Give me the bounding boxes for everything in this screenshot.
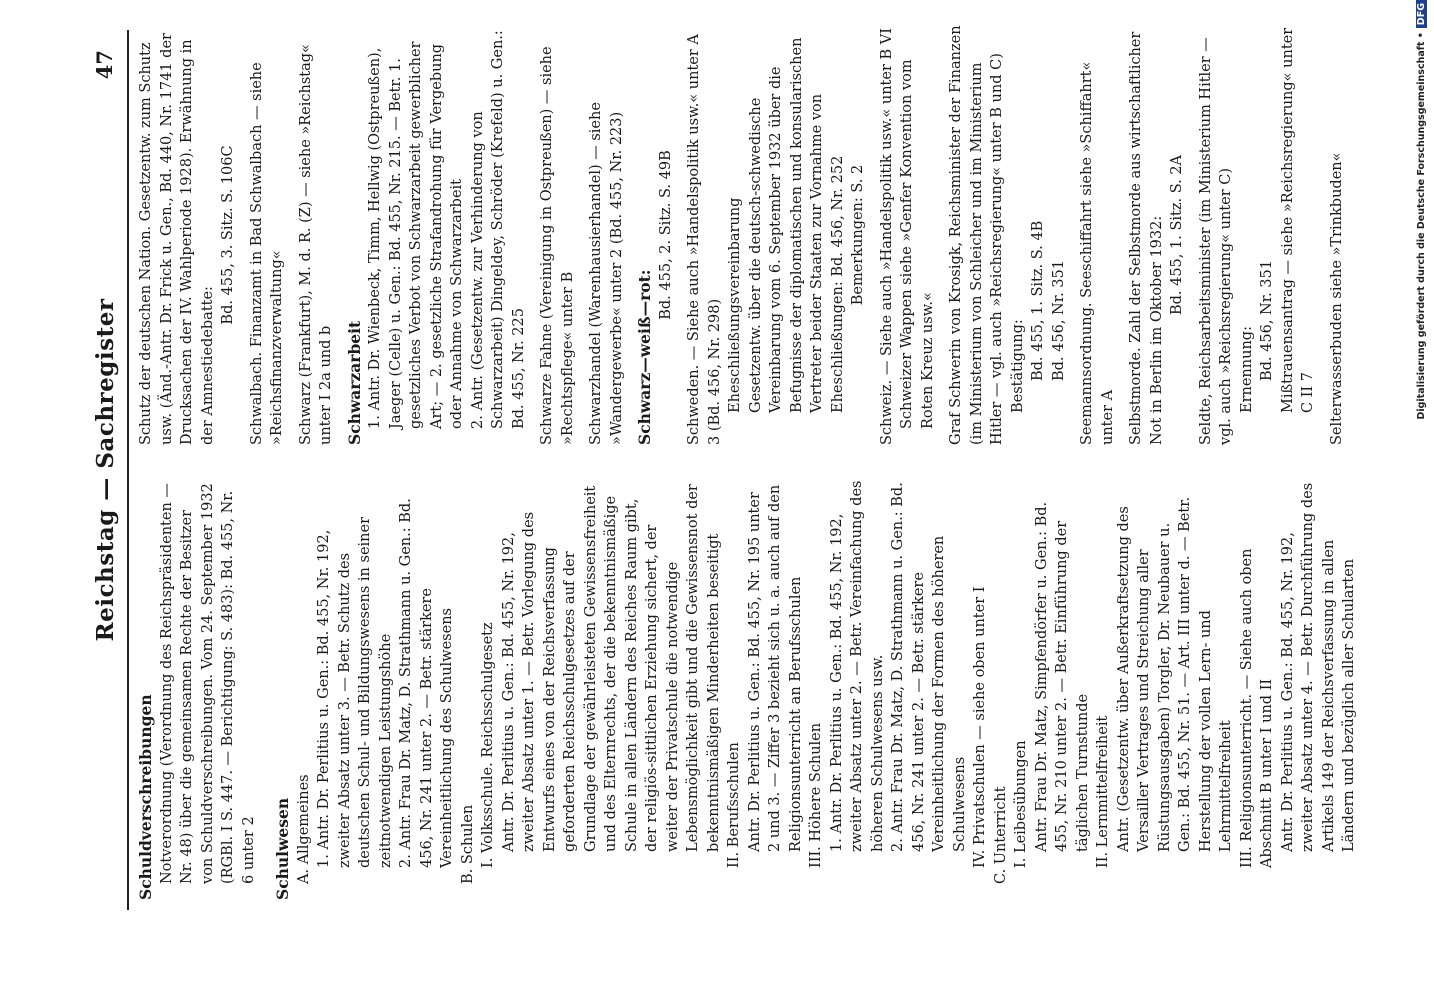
index-entry: Schweiz. — Siehe auch »Handelspolitik usw.« unter B VI	[878, 28, 895, 445]
spacer	[288, 25, 296, 445]
footer-text: Digitalisierung gefördert durch die Deutsche Forschungsgemeinschaft •	[1416, 32, 1427, 420]
index-entry: Schwalbach. Finanzamt in Bad Schwalbach — siehe »Reichsfinanzverwaltung«	[248, 62, 285, 445]
index-entry: Antr. Dr. Perlitius u. Gen.: Bd. 455, Nr. 192, zweiter Absatz unter 4. — Betr. Durchführung des Artikels 149 der Reichsverfassung in allen Ländern und bezüglich aller Schularten	[1279, 482, 1357, 852]
index-entry: Antr. Frau Dr. Matz, Simpfendörfer u. Gen.: Bd. 455, Nr. 210 unter 2. — Betr. Einführung der täglichen Turnstunde	[1033, 501, 1091, 852]
spacer	[337, 25, 345, 445]
index-entry: Schwarz (Frankfurt), M. d. R. (Z) — siehe »Reichstag« unter I 2a und b	[297, 44, 334, 445]
index-entry: Graf Schwerin von Krosigk, Reichsminister der Finanzen (im Ministerium von Schleicher und im Ministerium Hitler — vgl. auch »Reichsregierung« unter B und C)	[948, 25, 1005, 445]
index-entry: Bd. 455, 1. Sitz. S. 4B	[1030, 220, 1046, 381]
index-entry: IV. Privatschulen — siehe oben unter I	[972, 586, 988, 868]
index-entry: Bestätigung:	[1009, 319, 1026, 413]
left-column	[136, 480, 1360, 900]
spacer	[529, 25, 537, 445]
index-entry: Selbstmorde. Zahl der Selbstmorde aus wirtschaftlicher Not in Berlin im Oktober 1932:	[1128, 31, 1165, 445]
index-entry: Bemerkungen: S. 2	[850, 164, 866, 306]
spacer	[1188, 25, 1196, 445]
index-heading: Schwarz—weiß—rot:	[635, 269, 654, 445]
index-entry: Bd. 455, 1. Sitz. S. 2A	[1169, 154, 1185, 316]
index-entry: Bd. 455, 3. Sitz. S. 106C	[220, 145, 236, 325]
index-entry: III. Höhere Schulen	[808, 722, 824, 868]
spacer	[1118, 25, 1126, 445]
index-entry: Gesetzentw. über die deutsch-schwedische Vereinbarung vom 6. September 1932 über die Befugnisse der diplomatischen und konsularischen Vertreter beider Staaten zur Vornahme von Eheschließungen: Bd. 456, Nr. 252	[747, 37, 846, 413]
spacer	[259, 480, 273, 900]
index-entry: 1. Antr. Dr. Wienbeck, Timm, Hellwig (Ostpreußen), Jaeger (Celle) u. Gen.: Bd. 455, Nr. 215. — Betr. 1. gesetzliches Verbot von Schwarzarbeit gewerblicher Art; — 2. gesetzliche Strafandrohung für Vergebung oder Annahme von Schwarzarbeit	[367, 41, 465, 429]
header-rule	[127, 30, 129, 910]
spacer	[938, 25, 946, 445]
index-entry: Mißtrauensantrag — siehe »Reichsregierung« unter C II 7	[1279, 27, 1316, 413]
index-entry: Notverordnung (Verordnung des Reichspräsidenten — Nr. 48) über die gemeinsamen Rechte der Besitzer von Schuldverschreibungen. Vom 24. September 1932 (RGBl. I S. 447. — Berichtigung: S. 483): Bd. 455, Nr. 6 unter 2	[158, 483, 257, 884]
index-entry: II. Berufsschulen	[726, 742, 742, 868]
dfg-logo: DFG	[1416, 0, 1427, 28]
index-entry: I. Leibesübungen	[1013, 740, 1029, 868]
index-entry: Seemannsordnung. Seeschiffahrt siehe »Schiffahrt« unter A	[1079, 61, 1116, 445]
index-entry: III. Religionsunterricht. — Siehe auch oben Abschnitt B unter I und II	[1238, 548, 1275, 868]
index-entry: II. Lernmittelfreiheit	[1095, 715, 1111, 868]
digitization-footer	[1416, 0, 1430, 1000]
spacer	[239, 25, 247, 445]
index-entry: Antr. Dr. Perlitius u. Gen.: Bd. 455, Nr. 192, zweiter Absatz unter 1. — Betr. Vorlegung des Entwurfs eines von der Reichsverfassung geforderten Reichsschulgesetzes auf der Grundlage der gewährleisteten Gewissensfreiheit und des Elternrechts, der die bekenntnismäßige Schule in allen Ländern des Reiches Raum gibt, der religiös-sittlichen Erziehung sichert, der weiter der Privatschule die notwendige Lebensmöglichkeit gibt und die Gewissensnot der bekenntnismäßigen Minderheiten beseitigt	[500, 484, 722, 852]
spacer	[869, 25, 877, 445]
index-entry: Antr. (Gesetzentw. über Außerkraftsetzung des Versailler Vertrages und Streichung aller Rüstungsausgaben) Torgler, Dr. Neubauer u. Gen.: Bd. 455, Nr. 51. — Art. III unter d. — Betr. Herstellung der vollen Lern- und Lehrmittelfreiheit	[1115, 496, 1234, 852]
page-header	[88, 30, 128, 910]
page-number: 47	[92, 50, 117, 80]
index-entry: Schweizer Wappen siehe »Genfer Konvention vom Roten Kreuz usw.«	[899, 59, 936, 429]
index-entry: Antr. Dr. Perlitius u. Gen.: Bd. 455, Nr. 195 unter 2 und 3. — Ziffer 3 bezieht sich u. a. auch auf den Religionsunterricht an Berufsschulen	[746, 484, 804, 852]
index-entry: A. Allgemeines	[295, 774, 312, 884]
index-entry: Bd. 456, Nr. 351	[1050, 260, 1067, 381]
index-entry: Eheschließungsvereinbarung	[727, 197, 743, 413]
index-heading: Schulwesen	[273, 797, 292, 900]
index-entry: Bd. 456, Nr. 351	[1259, 260, 1275, 381]
index-entry: 2. Antr. Frau Dr. Matz, D. Strathmann u. Gen.: Bd. 456, Nr. 241 unter 2. — Betr. stärkere Vereinheitlichung des Schulwesens	[398, 498, 455, 868]
index-entry: Selterwasserbuden siehe »Trinkbuden«	[1328, 152, 1345, 445]
index-entry: Seldte, Reichsarbeitsminister (im Ministerium Hitler — vgl. auch »Reichsregierung« unter C)	[1197, 37, 1234, 445]
index-heading: Schwarzarbeit	[344, 320, 364, 445]
spacer	[627, 25, 635, 445]
index-entry: 2. Antr. (Gesetzentw. zur Verhinderung von Schwarzarbeit) Dingeldey, Schröder (Krefeld) u. Gen.: Bd. 455, Nr. 225	[469, 30, 527, 429]
spacer	[676, 25, 684, 445]
spacer	[578, 25, 586, 445]
spacer	[1319, 25, 1327, 445]
index-entry: Schwarzhandel (Warenhausierhandel) — siehe »Wandergewerbe« unter 2 (Bd. 455, Nr. 223)	[588, 102, 625, 445]
index-entry: Schwarze Fahne (Vereinigung in Ostpreußen) — siehe »Rechtspflege« unter B	[539, 46, 576, 445]
running-title: Reichstag — Sachregister	[92, 298, 119, 642]
index-heading: Schuldverschreibungen	[136, 694, 155, 900]
index-entry: 2. Antr. Frau Dr. Matz, D. Strathmann u. Gen.: Bd. 456, Nr. 241 unter 2. — Betr. stärkere Vereinheitlichung der Formen des höheren Schulwesens	[890, 482, 968, 852]
right-column	[136, 25, 1347, 445]
spacer	[1069, 25, 1077, 445]
index-entry: 1. Antr. Dr. Perlitius u. Gen.: Bd. 455, Nr. 192, zweiter Absatz unter 3. — Betr. Schutz des deutschen Schul- und Bildungswesens in seiner zeitnotwendigen Leistungshöhe	[316, 516, 394, 868]
index-entry: B. Schulen	[459, 804, 476, 884]
index-entry: 1. Antr. Dr. Perlitius u. Gen.: Bd. 455, Nr. 192, zweiter Absatz unter 2. — Betr. Vereinfachung des höheren Schulwesens usw.	[828, 480, 886, 852]
index-entry: I. Volksschule. Reichsschulgesetz	[480, 622, 496, 868]
index-entry: Schweden. — Siehe auch »Handelspolitik usw.« unter A 3 (Bd. 456, Nr. 298)	[686, 34, 723, 445]
index-entry: Ernennung:	[1238, 326, 1255, 413]
index-entry: Schutz der deutschen Nation. Gesetzentw. zum Schutz usw. (Änd.-Antr. Dr. Frick u. Gen., Bd. 440, Nr. 1741 der Drucksachen der IV. Wahlperiode 1928). Erwähnung in der Amnestiedebatte:	[138, 33, 216, 445]
index-entry: Bd. 455, 2. Sitz. S. 49B	[657, 150, 674, 320]
index-entry: C. Unterricht	[992, 786, 1009, 884]
